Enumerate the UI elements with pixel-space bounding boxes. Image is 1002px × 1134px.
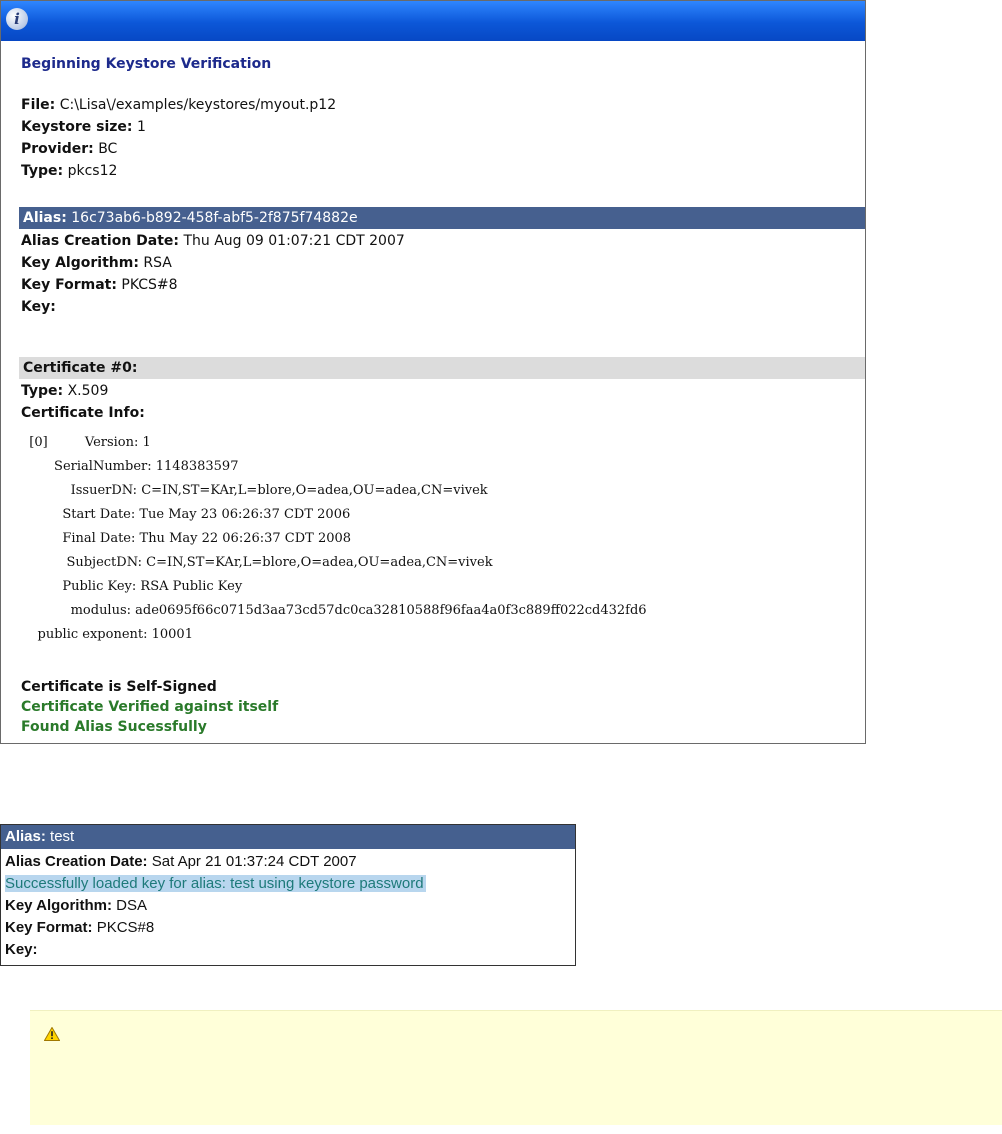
- keystore-size-value: 1: [136, 119, 146, 135]
- file-label: File:: [21, 97, 56, 113]
- certificate-header: Certificate #0:: [19, 357, 865, 379]
- cert-info-label: Certificate Info:: [21, 405, 145, 421]
- cert-type-row: [21, 381, 108, 401]
- key-algorithm-row: [5, 895, 147, 917]
- alias-creation-label: Alias Creation Date:: [5, 853, 148, 870]
- cert-info-line: IssuerDN: C=IN,ST=KAr,L=blore,O=adea,OU=adea,CN=vivek: [21, 483, 488, 498]
- alias-detail-panel: [0, 824, 576, 966]
- warning-note: [30, 1010, 1002, 1125]
- keystore-size-row: [21, 117, 146, 137]
- cert-info-line: modulus: ade0695f66c0715d3aa73cd57dc0ca32810588f96faa4a0f3c889ff022cd432fd6: [21, 603, 647, 618]
- warning-icon: [44, 1027, 60, 1041]
- key-format-value: PKCS#8: [121, 277, 178, 293]
- cert-info-line: [0] Version: 1: [21, 435, 151, 450]
- alias-creation-row: [21, 231, 405, 251]
- self-signed-status: Certificate is Self-Signed: [21, 679, 217, 695]
- found-alias-status: Found Alias Sucessfully: [21, 719, 207, 735]
- key-algorithm-value: RSA: [143, 255, 172, 271]
- alias-header: [19, 207, 865, 229]
- key-algorithm-value: DSA: [116, 897, 147, 914]
- verified-status: Certificate Verified against itself: [21, 699, 279, 715]
- info-icon: i: [6, 8, 28, 30]
- provider-row: [21, 139, 117, 159]
- alias-label: Alias:: [23, 210, 67, 226]
- key-algorithm-row: [21, 253, 172, 273]
- cert-info-line: SerialNumber: 1148383597: [21, 459, 239, 474]
- cert-type-value: X.509: [67, 383, 109, 399]
- type-row: [21, 161, 117, 181]
- provider-label: Provider:: [21, 141, 94, 157]
- keystore-size-label: Keystore size:: [21, 119, 133, 135]
- alias-creation-value: Sat Apr 21 01:37:24 CDT 2007: [151, 853, 357, 870]
- key-row: [21, 297, 56, 317]
- file-value: C:\Lisa\/examples/keystores/myout.p12: [59, 97, 337, 113]
- type-value: pkcs12: [67, 163, 118, 179]
- alias-label: Alias:: [5, 828, 46, 845]
- type-label: Type:: [21, 163, 64, 179]
- alias-creation-value: Thu Aug 09 01:07:21 CDT 2007: [183, 233, 405, 249]
- key-label: Key:: [5, 941, 38, 958]
- key-format-label: Key Format:: [21, 277, 117, 293]
- key-algorithm-label: Key Algorithm:: [5, 897, 112, 914]
- provider-value: BC: [98, 141, 118, 157]
- key-algorithm-label: Key Algorithm:: [21, 255, 139, 271]
- alias-value: test: [50, 828, 75, 845]
- title-bar[interactable]: [1, 1, 865, 41]
- page-title: Beginning Keystore Verification: [21, 56, 272, 72]
- cert-info-line: public exponent: 10001: [21, 627, 193, 642]
- key-format-value: PKCS#8: [96, 919, 155, 936]
- key-label: Key:: [21, 299, 56, 315]
- alias-creation-label: Alias Creation Date:: [21, 233, 180, 249]
- key-format-row: [5, 917, 154, 939]
- file-row: [21, 95, 336, 115]
- cert-type-label: Type:: [21, 383, 64, 399]
- alias-creation-row: [5, 851, 357, 873]
- alias-header: [1, 825, 575, 849]
- key-row: [5, 939, 38, 961]
- key-format-row: [21, 275, 178, 295]
- key-loaded-message: Successfully loaded key for alias: test using keystore password: [5, 875, 424, 892]
- cert-info-line: SubjectDN: C=IN,ST=KAr,L=blore,O=adea,OU=adea,CN=vivek: [21, 555, 493, 570]
- cert-info-line: Final Date: Thu May 22 06:26:37 CDT 2008: [21, 531, 352, 546]
- alias-value: 16c73ab6-b892-458f-abf5-2f875f74882e: [71, 210, 358, 226]
- cert-info-line: Start Date: Tue May 23 06:26:37 CDT 2006: [21, 507, 351, 522]
- key-format-label: Key Format:: [5, 919, 93, 936]
- cert-info-line: Public Key: RSA Public Key: [21, 579, 243, 594]
